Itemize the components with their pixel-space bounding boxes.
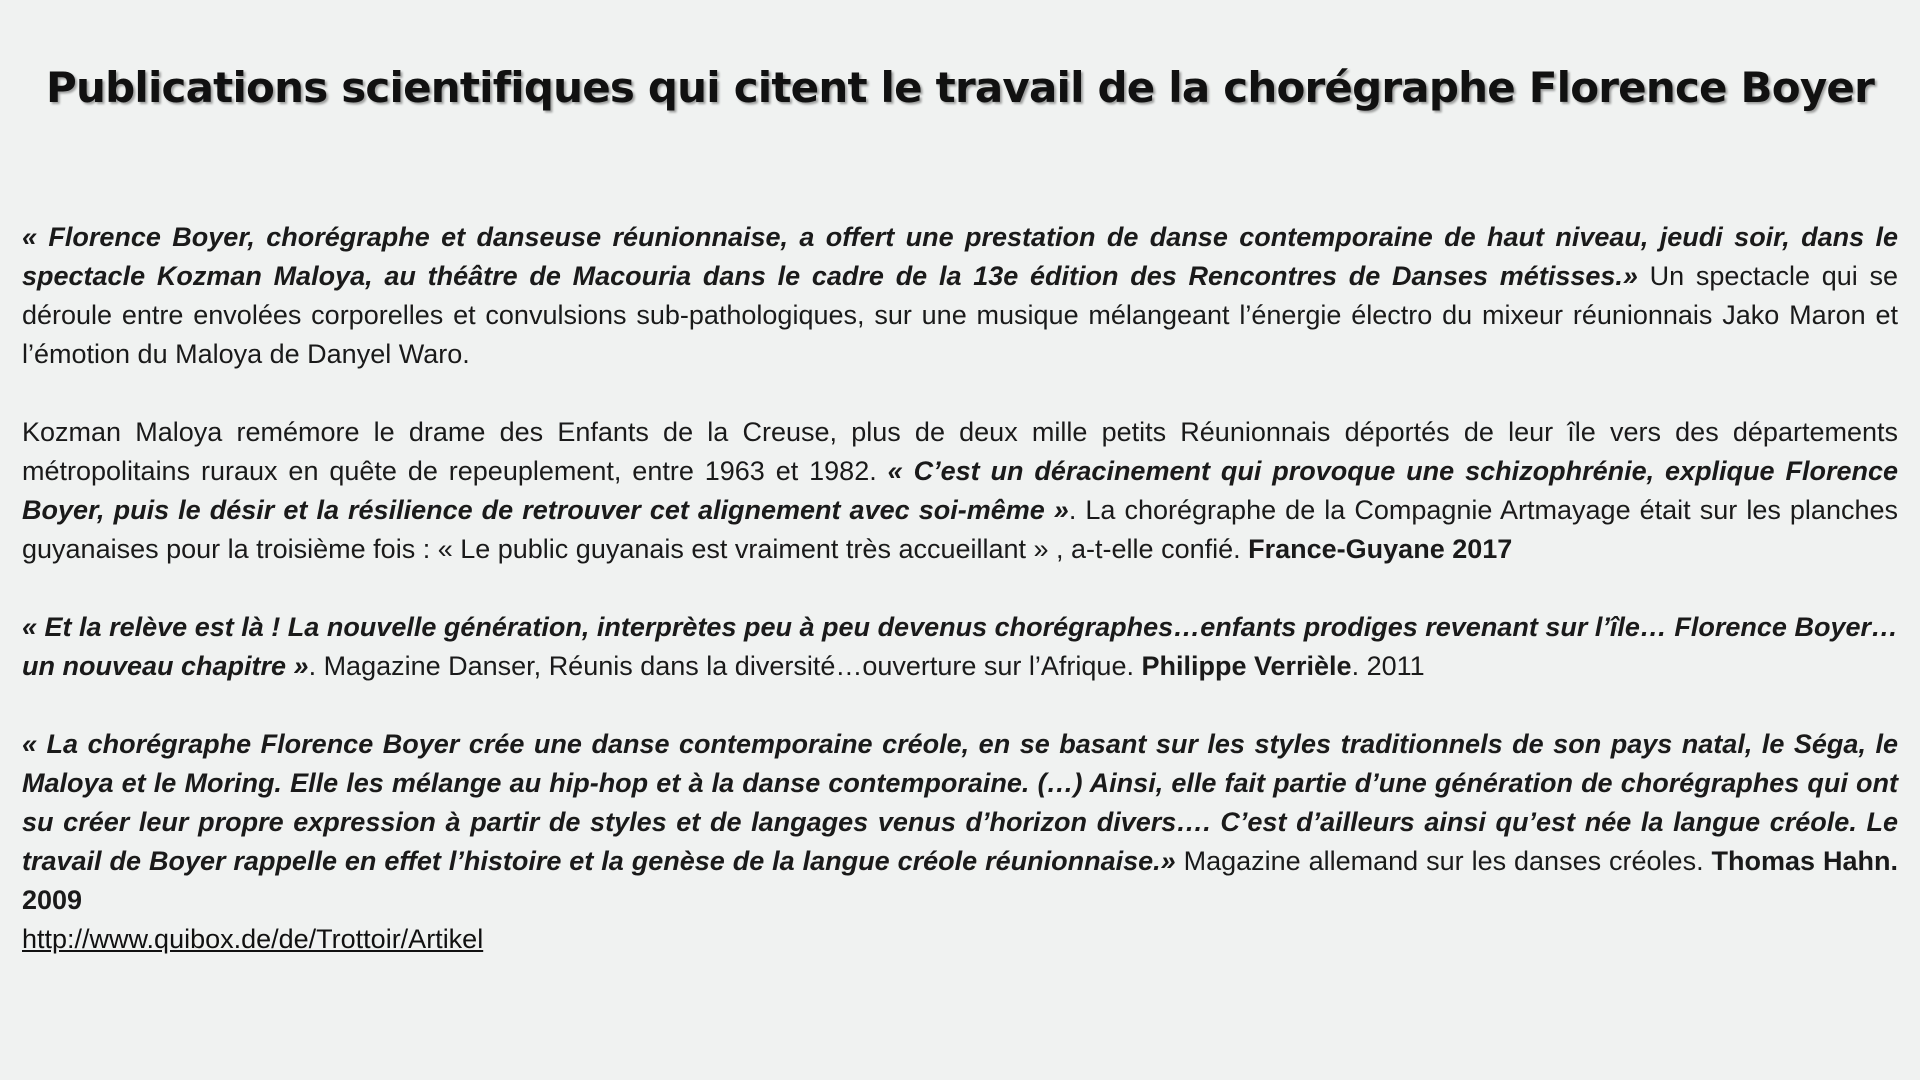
- paragraph-3: [22, 608, 1898, 686]
- source-link[interactable]: http://www.quibox.de/de/Trottoir/Artikel: [22, 924, 484, 954]
- quote-1: « Florence Boyer, chorégraphe et danseuse réunionnaise, a offert une prestation de danse contemporaine de haut niveau, jeudi soir, dans le spectacle Kozman Maloya, au théâtre de Macouria dans le cadre de la 13e édition des Rencontres de Danses métisses.»: [22, 222, 1898, 291]
- paragraph-1-text: Un spectacle qui se déroule entre envolées corporelles et convulsions sub-pathologiques, sur une musique mélangeant l’énergie électro du mixeur réunionnais Jako Maron et l’émotion du Maloya de Danyel Waro.: [22, 261, 1898, 369]
- quote-3: « Et la relève est là ! La nouvelle génération, interprètes peu à peu devenus chorégraphes…enfants prodiges revenant sur l’île… Florence Boyer…un nouveau chapitre »: [22, 612, 1898, 681]
- paragraph-3-text: . Magazine Danser, Réunis dans la diversité…ouverture sur l’Afrique.: [308, 651, 1142, 681]
- quote-2: « C’est un déracinement qui provoque une schizophrénie, explique Florence Boyer, puis le désir et la résilience de retrouver cet alignement avec soi-même »: [22, 456, 1899, 525]
- document-body: [22, 218, 1898, 959]
- paragraph-4: [22, 725, 1898, 959]
- paragraph-2-text-1: Kozman Maloya remémore le drame des Enfants de la Creuse, plus de deux mille petits Réunionnais déportés de leur île vers des départements métropolitains ruraux en quête de repeuplement, entre 1963 et 1982.: [22, 417, 1898, 486]
- paragraph-1: [22, 218, 1898, 374]
- source-france-guyane: France-Guyane 2017: [1248, 534, 1513, 564]
- quote-4: « La chorégraphe Florence Boyer crée une danse contemporaine créole, en se basant sur les styles traditionnels de son pays natal, le Séga, le Maloya et le Moring. Elle les mélange au hip-hop et à la danse contemporaine. (…) Ainsi, elle fait partie d’une génération de chorégraphes qui ont su créer leur propre expression à partir de styles et de langages venus d’horizon divers…. C’est d’ailleurs ainsi qu’est née la langue créole. Le travail de Boyer rappelle en effet l’histoire et la genèse de la langue créole réunionnaise.»: [22, 729, 1898, 876]
- paragraph-4-text: Magazine allemand sur les danses créoles.: [1175, 846, 1712, 876]
- source-thomas-hahn: Thomas Hahn. 2009: [22, 846, 1898, 915]
- page-title: Publications scientifiques qui citent le travail de la chorégraphe Florence Boyer: [46, 63, 1874, 112]
- author-philippe-verriele: Philippe Verrièle: [1141, 651, 1352, 681]
- paragraph-2: [22, 413, 1898, 569]
- paragraph-3-year: . 2011: [1351, 651, 1425, 681]
- paragraph-2-text-2: . La chorégraphe de la Compagnie Artmayage était sur les planches guyanaises pour la troisième fois : « Le public guyanais est vraiment très accueillant » , a-t-elle confié.: [22, 495, 1898, 564]
